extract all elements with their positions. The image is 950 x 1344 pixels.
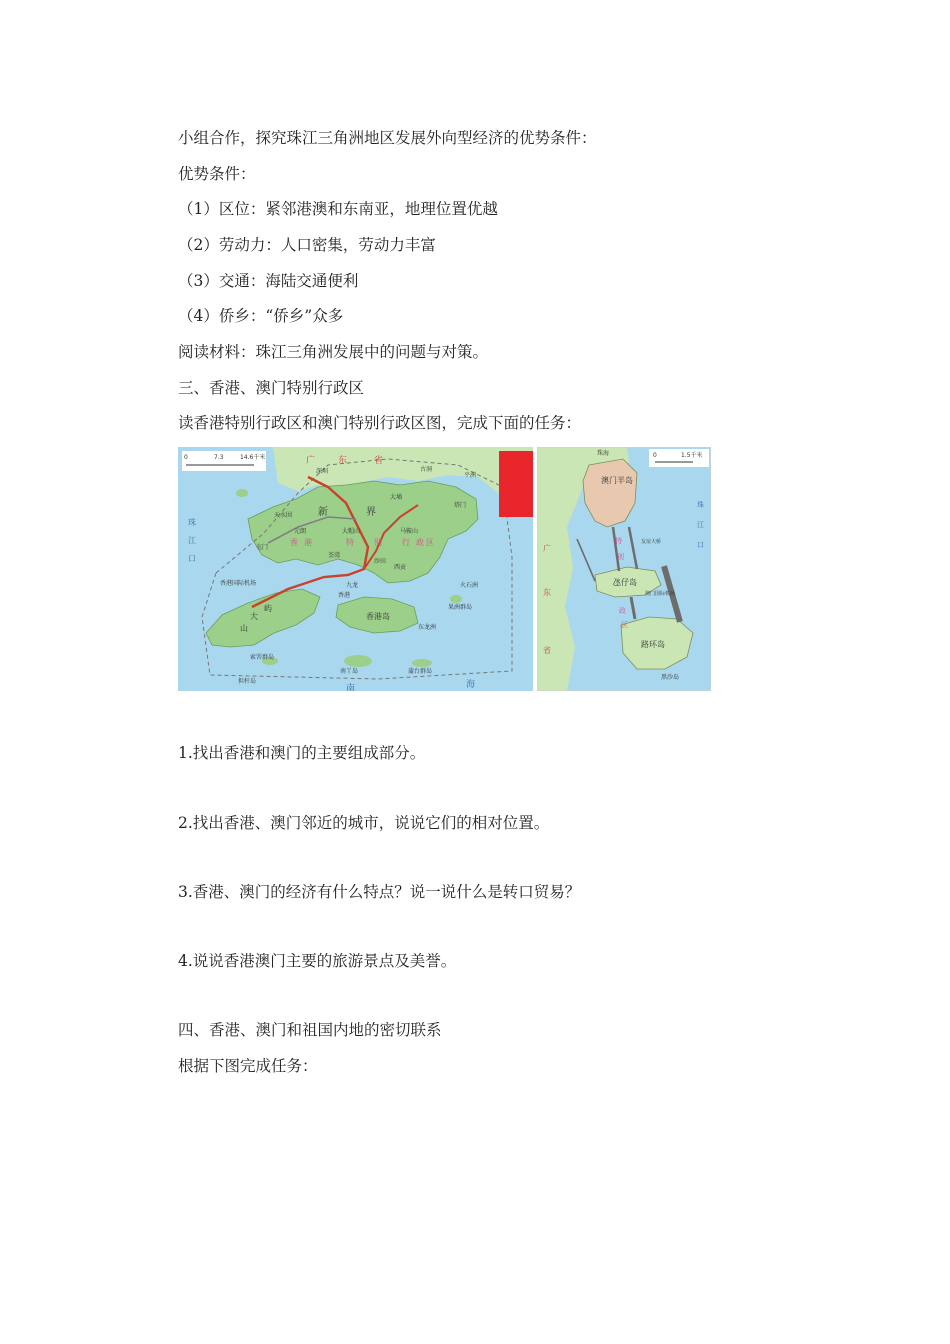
province-label: 东 [543, 588, 551, 597]
place-label: 香港 [338, 592, 351, 599]
list-item: （2）劳动力：人口密集，劳动力丰富 [178, 236, 436, 254]
list-item: （4）侨乡：“侨乡”众多 [178, 307, 344, 325]
place-label: 元朗 [294, 528, 307, 535]
province-label: 广 [306, 456, 316, 466]
province-label: 东 [338, 456, 348, 466]
place-label: 天水围 [274, 512, 293, 519]
xinjie-label: 新 [318, 507, 328, 518]
place-label: 马鞍山 [400, 528, 419, 535]
sea-label: 海 [466, 680, 476, 690]
place-label: 氹仔岛 [613, 578, 637, 587]
sea-label: 南 [346, 684, 356, 691]
place-label: 深圳 [316, 468, 329, 475]
admin-label: 行 [402, 538, 410, 547]
place-label: 大帽山 [342, 528, 361, 535]
river-label: 珠 [188, 518, 196, 527]
lantau-label: 屿 [264, 604, 272, 613]
place-label: 香港岛 [366, 612, 390, 621]
place-label: 东龙洲 [418, 624, 437, 631]
place-label: 黑沙岛 [661, 674, 680, 681]
question-item: 1.找出香港和澳门的主要组成部分。 [178, 744, 426, 762]
place-label: 南丫岛 [340, 668, 359, 675]
admin-label: 香 [290, 538, 298, 547]
section-heading: 三、香港、澳门特别行政区 [178, 379, 365, 397]
place-label: 澳门半岛 [601, 476, 633, 485]
river-label: 江 [697, 521, 704, 529]
hong-kong-map [178, 447, 533, 691]
question-item: 4.说说香港澳门主要的旅游景点及美誉。 [178, 952, 457, 970]
island [236, 489, 248, 497]
place-label: 珠海 [597, 450, 610, 457]
place-label: 九龙 [346, 582, 359, 589]
river-label: 江 [188, 536, 196, 545]
place-label: 蒲台群岛 [408, 668, 433, 675]
island [450, 595, 462, 603]
place-label: 古洞 [420, 466, 433, 473]
question-item: 2.找出香港、澳门邻近的城市，说说它们的相对位置。 [178, 814, 550, 832]
admin-label: 特 [346, 538, 354, 547]
province-label: 省 [374, 456, 384, 466]
list-item: （3）交通：海陆交通便利 [178, 272, 359, 290]
place-label: 大埔 [390, 494, 403, 501]
place-label: 火石洲 [460, 582, 479, 589]
place-label: 果洲群岛 [448, 604, 473, 611]
scale-label: 0 [184, 454, 188, 461]
section-heading: 四、香港、澳门和祖国内地的密切联系 [178, 1021, 442, 1039]
scale-label: 14.6千米 [240, 454, 266, 461]
island [412, 659, 432, 667]
island [344, 655, 372, 667]
river-label: 口 [188, 554, 196, 563]
admin-label: 别 [374, 538, 382, 547]
xinjie-label: 界 [366, 507, 376, 518]
admin-label: 特 [615, 537, 622, 545]
place-label: 友谊大桥 [641, 539, 662, 545]
macau-map [537, 447, 711, 691]
place-label: 平洲 [464, 472, 477, 479]
place-label: 西贡 [394, 564, 407, 571]
admin-label: 区 [621, 621, 628, 629]
place-label: 索罟群岛 [250, 654, 275, 661]
place-label: 塔门 [454, 502, 467, 509]
place-label: 澳门国际机场 [645, 591, 676, 597]
admin-label: 政 [619, 607, 626, 615]
admin-label: 别 [617, 553, 624, 561]
paragraph: 优势条件： [178, 165, 256, 183]
maps-figure [178, 447, 711, 691]
paragraph: 阅读材料：珠江三角洲发展中的问题与对策。 [178, 343, 489, 361]
river-label: 口 [697, 541, 704, 549]
lantau-label: 山 [240, 624, 248, 633]
admin-label: 港 [304, 538, 312, 547]
province-label: 省 [543, 646, 551, 655]
admin-label: 区 [426, 538, 434, 547]
place-label: 沙田 [374, 558, 387, 565]
admin-label: 政 [416, 538, 424, 547]
paragraph: 小组合作，探究珠江三角洲地区发展外向型经济的优势条件： [178, 129, 597, 147]
lantau-label: 大 [250, 612, 258, 621]
paragraph: 根据下图完成任务： [178, 1057, 318, 1075]
place-label: 担杆岛 [238, 678, 257, 685]
place-label: 香港国际机场 [220, 580, 257, 587]
place-label: 路环岛 [641, 640, 665, 649]
place-label: 荃湾 [328, 552, 341, 559]
list-item: （1）区位：紧邻港澳和东南亚，地理位置优越 [178, 200, 498, 218]
red-block [499, 451, 533, 517]
scale-label: 7.3 [214, 454, 224, 461]
river-label: 珠 [697, 501, 704, 509]
place-label: 屯门 [256, 544, 269, 551]
scale-label: 0 [653, 452, 657, 459]
question-item: 3.香港、澳门的经济有什么特点？说一说什么是转口贸易？ [178, 883, 581, 901]
province-label: 广 [543, 544, 551, 553]
scale-label: 1.5千米 [681, 452, 703, 459]
paragraph: 读香港特别行政区和澳门特别行政区图，完成下面的任务： [178, 414, 582, 432]
